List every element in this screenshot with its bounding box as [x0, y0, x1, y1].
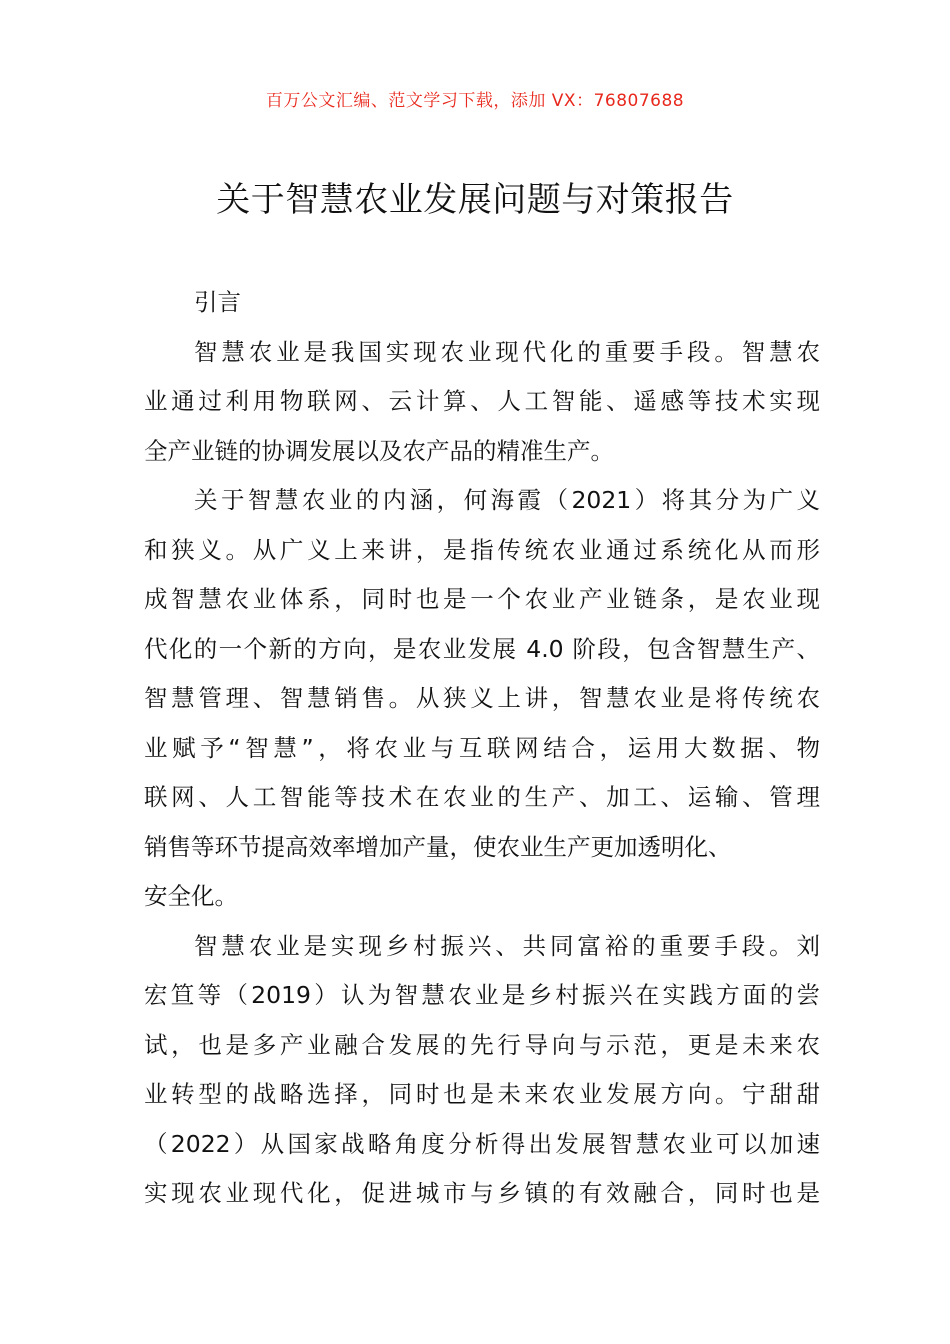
paragraph [144, 476, 820, 922]
paragraph-line: 实现农业现代化，促进城市与乡镇的有效融合，同时也是 [144, 1179, 820, 1207]
paragraph-line: 销售等环节提高效率增加产量，使农业生产更加透明化、 [144, 832, 732, 861]
paragraph-line: 关于智慧农业的内涵，何海霞（2021）将其分为广义 [194, 486, 820, 514]
paragraph [144, 922, 820, 1219]
paragraph-line: 试，也是多产业融合发展的先行导向与示范，更是未来农 [144, 1030, 820, 1059]
paragraph-line: 智慧农业是实现乡村振兴、共同富裕的重要手段。刘 [194, 931, 820, 960]
paragraph-line: 宏笪等（2019）认为智慧农业是乡村振兴在实践方面的尝 [144, 981, 820, 1009]
paragraph-line: 联网、人工智能等技术在农业的生产、加工、运输、管理 [144, 783, 820, 811]
paragraph-line: 全产业链的协调发展以及农产品的精准生产。 [144, 436, 614, 465]
paragraph-line: （2022）从国家战略角度分析得出发展智慧农业可以加速 [144, 1129, 820, 1158]
watermark-notice: 百万公文汇编、范文学习下载，添加 VX：76807688 [265, 91, 685, 111]
document-body [144, 278, 820, 1219]
paragraph-line: 业赋予“智慧”，将农业与互联网结合，运用大数据、物 [144, 733, 820, 762]
paragraph-line: 代化的一个新的方向，是农业发展 4.0 阶段，包含智慧生产、 [144, 634, 820, 663]
paragraph [144, 328, 820, 477]
paragraph-line: 智慧管理、智慧销售。从狭义上讲，智慧农业是将传统农 [144, 684, 820, 712]
document-title: 关于智慧农业发展问题与对策报告 [216, 180, 734, 220]
paragraph-line: 成智慧农业体系，同时也是一个农业产业链条，是农业现 [144, 585, 820, 613]
paragraph-line: 安全化。 [144, 882, 238, 910]
paragraph-line: 智慧农业是我国实现农业现代化的重要手段。智慧农 [194, 337, 820, 366]
paragraph-line: 业转型的战略选择，同时也是未来农业发展方向。宁甜甜 [144, 1080, 820, 1108]
paragraph-line: 业通过利用物联网、云计算、人工智能、遥感等技术实现 [144, 387, 820, 415]
paragraph-line: 和狭义。从广义上来讲，是指传统农业通过系统化从而形 [144, 535, 820, 564]
section-heading: 引言 [194, 288, 241, 316]
